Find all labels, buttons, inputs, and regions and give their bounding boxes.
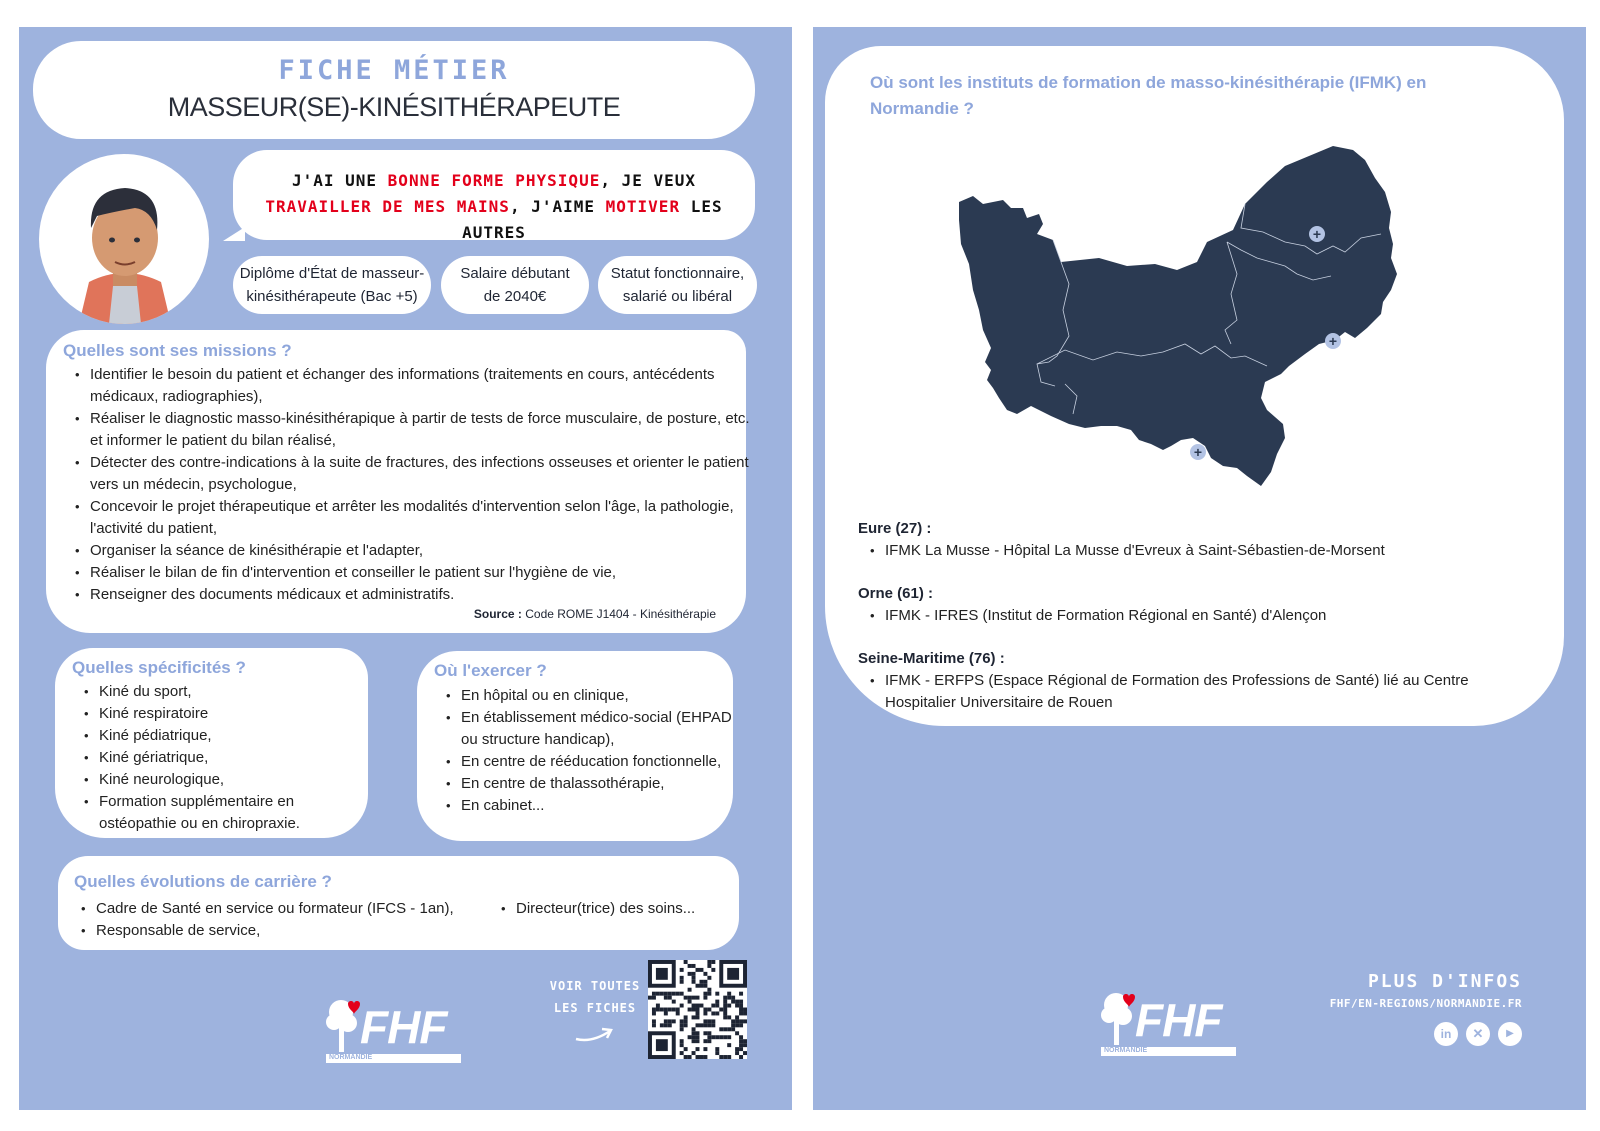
mission-item: • Organiser la séance de kinésithérapie et l'adapter, [90,540,750,562]
normandy-map [945,134,1405,490]
evolutions-title: Quelles évolutions de carrière ? [74,872,332,891]
departments-list [858,518,1538,735]
right-page [813,27,1586,1110]
website-link[interactable]: FHF/EN-REGIONS/NORMANDIE.FR [1329,997,1522,1010]
department-block [858,518,1538,562]
logo-region-bar [326,1054,461,1063]
specificite-item: • Formation supplémentaire en ostéopathie ou en chiropraxie. [99,791,364,835]
page-title: MASSEUR(SE)-KINÉSITHÉRAPEUTE [167,92,621,122]
specificite-item: • Kiné du sport, [99,681,364,703]
quote-highlight: MOTIVER [605,197,681,216]
plus-infos [1330,971,1522,1046]
evolution-item: • Responsable de service, [96,920,496,942]
qr-cta-line: LES FICHES [553,1001,637,1015]
fhf-logo [1101,989,1241,1061]
exercer-bubble [417,651,733,841]
quote-text [233,150,755,246]
left-page [19,27,792,1110]
evolutions-bubble [58,856,739,950]
pill-salaire [441,256,589,314]
pill-line: Salaire débutant [460,265,570,282]
avatar [39,154,209,324]
pill-line: Diplôme d'État de masseur- [239,265,425,282]
arrow-icon [570,1021,620,1045]
fhf-wordmark: FHF [360,1001,447,1053]
quote-tail [223,227,245,241]
exercer-title: Où l'exercer ? [434,661,547,680]
institute-item: • IFMK - ERFPS (Espace Régional de Formation des Professions de Santé) lié au Centre Hospitalier Universitaire de Rouen [885,670,1538,714]
specificites-list [77,681,364,835]
exercer-list [439,685,747,817]
source-label: Source : [473,607,522,621]
missions-list [68,364,750,606]
evolutions-list-left [74,898,496,942]
qr-cta [549,975,641,1052]
qr-code[interactable] [648,960,747,1059]
tree-heart-icon [1101,989,1135,1049]
quote-segment: J'AI UNE [291,171,388,190]
missions-title: Quelles sont ses missions ? [63,341,292,360]
department-block [858,648,1538,714]
department-institutes [858,670,1538,714]
department-block [858,583,1538,627]
quote-segment: LES AUTRES [462,197,723,242]
pill-statut [598,256,757,314]
logo-region: NORMANDIE [1104,1047,1148,1054]
department-name: Eure (27) : [858,520,932,537]
youtube-icon[interactable]: ▶ [1498,1022,1522,1046]
specificites-title: Quelles spécificités ? [72,658,246,677]
mission-item: • Concevoir le projet thérapeutique et arrêter les modalités d'intervention selon l'âge, la pathologie, l'activité du patient, [90,496,750,540]
plus-infos-title: PLUS D'INFOS [1367,971,1522,992]
tree-heart-icon [326,996,360,1056]
header-bubble [33,41,755,139]
specificite-item: • Kiné respiratoire [99,703,364,725]
institute-item: • IFMK La Musse - Hôpital La Musse d'Evreux à Saint-Sébastien-de-Morsent [885,540,1538,562]
missions-bubble [46,330,750,633]
evolutions-list-right [494,898,746,920]
department-name: Seine-Maritime (76) : [858,650,1005,667]
source-text: Code ROME J1404 - Kinésithérapie [521,607,716,621]
exercer-item: • En centre de rééducation fonctionnelle, [461,751,747,773]
specificite-item: • Kiné pédiatrique, [99,725,364,747]
hospital-marker-icon: + [1190,444,1206,460]
qr-code-icon [648,960,747,1059]
kicker: FICHE MÉTIER [278,55,510,86]
fhf-wordmark: FHF [1135,994,1222,1046]
quote-segment: , JE VEUX [600,171,697,190]
institute-item: • IFMK - IFRES (Institut de Formation Régional en Santé) d'Alençon [885,605,1538,627]
pill-line: Statut fonctionnaire, [610,265,745,282]
exercer-item: • En cabinet... [461,795,747,817]
fhf-logo [326,996,466,1068]
x-icon[interactable]: ✕ [1466,1022,1490,1046]
linkedin-icon[interactable]: in [1434,1022,1458,1046]
quote-bubble [233,150,755,240]
exercer-item: • En hôpital ou en clinique, [461,685,747,707]
evolution-item: • Cadre de Santé en service ou formateur (IFCS - 1an), [96,898,496,920]
mission-item: • Réaliser le bilan de fin d'intervention et conseiller le patient sur l'hygiène de vie, [90,562,750,584]
pill-line: de 2040€ [483,288,547,305]
hospital-marker-icon: + [1325,333,1341,349]
mission-item: • Renseigner des documents médicaux et administratifs. [90,584,750,606]
department-institutes [858,605,1538,627]
qr-cta-line: VOIR TOUTES [549,979,641,993]
department-institutes [858,540,1538,562]
missions-source [474,607,716,621]
specificite-item: • Kiné gériatrique, [99,747,364,769]
mission-item: • Détecter des contre-indications à la suite de fractures, des infections osseuses et orienter le patient vers un médecin, psychologue, [90,452,750,496]
quote-highlight: BONNE FORME PHYSIQUE [387,171,601,190]
department-name: Orne (61) : [858,585,934,602]
logo-region-bar [1101,1047,1236,1056]
pill-diplome [233,256,431,314]
ifmk-bubble [825,46,1564,726]
pill-line: salarié ou libéral [622,288,733,305]
social-icons [1330,1022,1522,1046]
specificites-bubble [55,648,368,838]
specificite-item: • Kiné neurologique, [99,769,364,791]
pill-line: kinésithérapeute (Bac +5) [246,288,418,305]
logo-region: NORMANDIE [329,1054,373,1061]
evolution-item: • Directeur(trice) des soins... [516,898,746,920]
exercer-item: • En établissement médico-social (EHPAD ou structure handicap), [461,707,747,751]
hospital-marker-icon: + [1309,226,1325,242]
quote-segment: , J'AIME [509,197,606,216]
mission-item: • Identifier le besoin du patient et échanger des informations (traitements en cours, antécédents médicaux, radiographies), [90,364,750,408]
exercer-item: • En centre de thalassothérapie, [461,773,747,795]
mission-item: • Réaliser le diagnostic masso-kinésithérapique à partir de tests de force musculaire, de posture, etc. et informer le patient du bilan réalisé, [90,408,750,452]
quote-highlight: TRAVAILLER DE MES MAINS [265,197,510,216]
ifmk-title: Où sont les instituts de formation de masso-kinésithérapie (IFMK) en Normandie ? [870,73,1427,118]
